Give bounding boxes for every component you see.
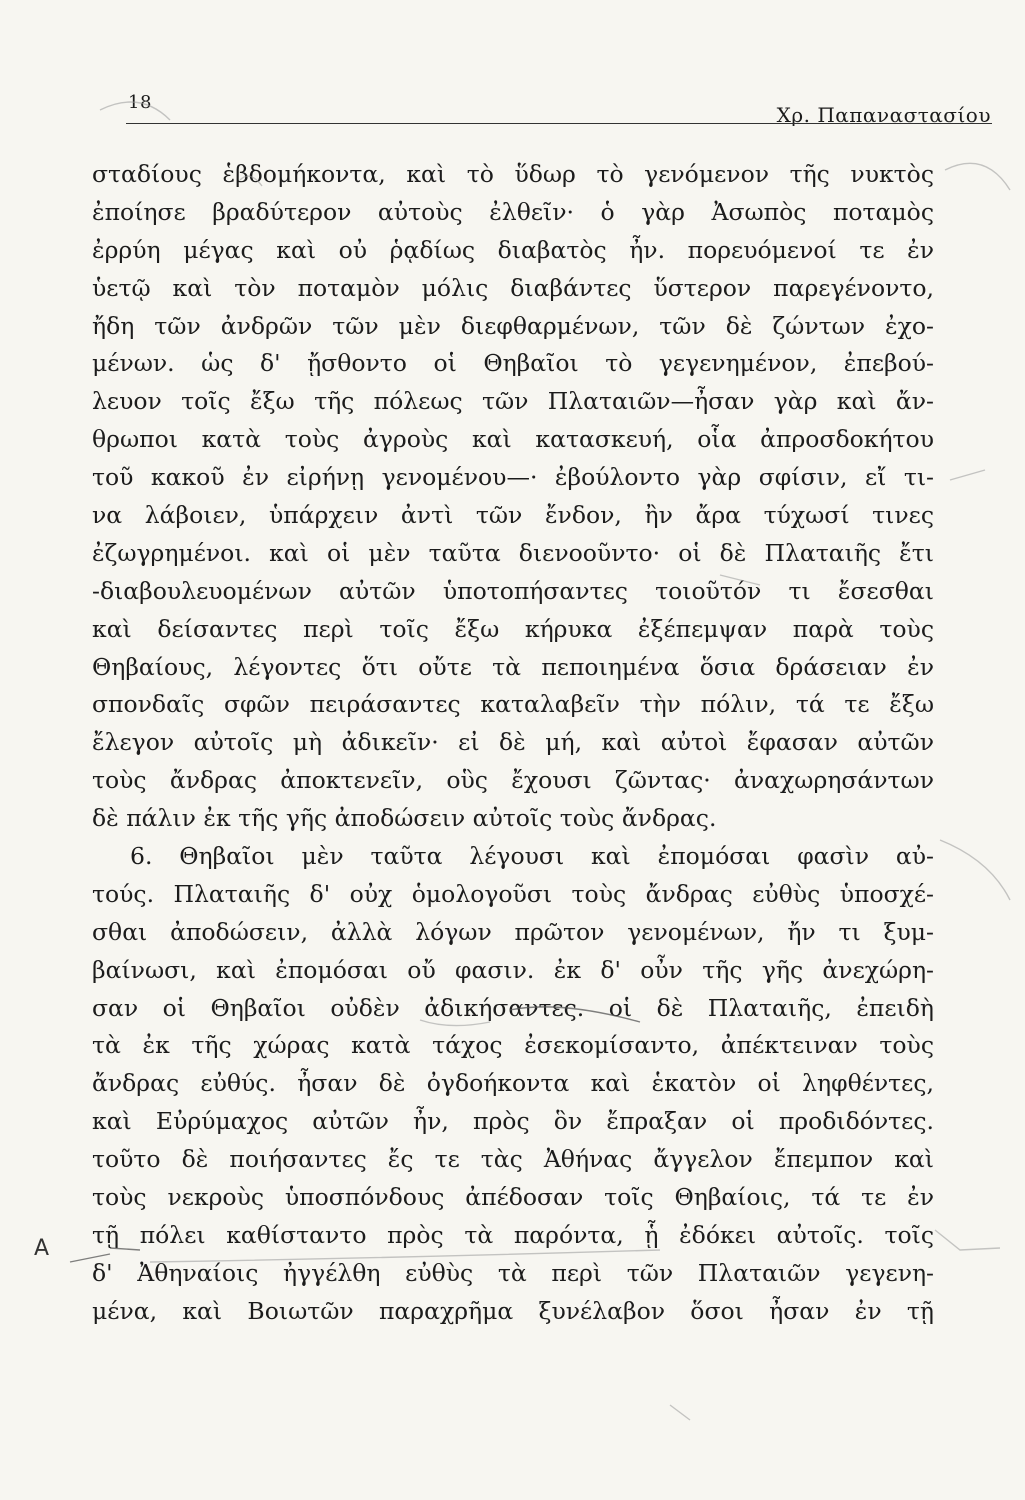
annotation-stroke <box>670 1405 690 1420</box>
section-start-line: 6. Θηβαῖοι μὲν ταῦτα λέγουσι καὶ ἐπομόσαι φασὶν αὐ- <box>130 842 934 871</box>
body-text <box>92 156 934 1331</box>
text-line: ἤδη τῶν ἀνδρῶν τῶν μὲν διεφθαρμένων, τῶν δὲ ζώντων ἐχο- <box>92 311 934 340</box>
text-line: τοῦ κακοῦ ἐν εἰρήνῃ γενομένου—· ἐβούλοντο γὰρ σφίσιν, εἴ τι- <box>92 463 934 492</box>
annotation-stroke <box>945 163 1010 190</box>
text-line: μένα, καὶ Βοιωτῶν παραχρῆμα ξυνέλαβον ὅσοι ἦσαν ἐν τῇ <box>92 1296 934 1325</box>
text-line: τοὺς νεκροὺς ὑποσπόνδους ἀπέδοσαν τοῖς Θηβαίοις, τά τε ἐν <box>92 1183 934 1212</box>
text-line: ἐποίησε βραδύτερον αὐτοὺς ἐλθεῖν· ὁ γὰρ Ἀσωπὸς ποταμὸς <box>92 197 934 226</box>
text-line: ἄνδρας εὐθύς. ἦσαν δὲ ὀγδοήκοντα καὶ ἑκατὸν οἱ ληφθέντες, <box>92 1069 934 1098</box>
header-rule <box>126 123 992 124</box>
page-number: 18 <box>128 92 152 113</box>
text-line: θρωποι κατὰ τοὺς ἀγροὺς καὶ κατασκευή, οἷα ἀπροσδοκήτου <box>92 425 934 454</box>
text-line: σαν οἱ Θηβαῖοι οὐδὲν ἀδικήσαντες. οἱ δὲ Πλαταιῆς, ἐπειδὴ <box>92 993 934 1022</box>
text-line: σπονδαῖς σφῶν πειράσαντες καταλαβεῖν τὴν πόλιν, τά τε ἔξω <box>92 690 934 719</box>
text-line: τῇ πόλει καθίσταντο πρὸς τὰ παρόντα, ᾗ ἐδόκει αὐτοῖς. τοῖς <box>92 1220 934 1249</box>
text-line: σθαι ἀποδώσειν, ἀλλὰ λόγων πρῶτον γενομένων, ἤν τι ξυμ- <box>92 917 934 946</box>
text-line: δὲ πάλιν ἐκ τῆς γῆς ἀποδώσειν αὐτοῖς τοὺς ἄνδρας. <box>92 804 717 833</box>
text-line: βαίνωσι, καὶ ἐπομόσαι οὔ φασιν. ἐκ δ' οὖν τῆς γῆς ἀνεχώρη- <box>92 955 934 984</box>
running-head: Χρ. Παπαναστασίου <box>776 103 991 127</box>
text-line: λευον τοῖς ἔξω τῆς πόλεως τῶν Πλαταιῶν—ἦσαν γὰρ καὶ ἄν- <box>92 387 934 416</box>
text-line: δ' Ἀθηναίοις ἠγγέλθη εὐθὺς τὰ περὶ τῶν Πλαταιῶν γεγενη- <box>92 1258 934 1287</box>
text-line: καὶ Εὐρύμαχος αὐτῶν ἦν, πρὸς ὃν ἔπραξαν οἱ προδιδόντες. <box>92 1107 934 1136</box>
text-line: τοῦτο δὲ ποιήσαντες ἔς τε τὰς Ἀθήνας ἄγγελον ἔπεμπον καὶ <box>92 1145 934 1174</box>
text-line: ἐζωγρημένοι. καὶ οἱ μὲν ταῦτα διενοοῦντο· οἱ δὲ Πλαταιῆς ἔτι <box>92 538 934 567</box>
text-line: τούς. Πλαταιῆς δ' οὐχ ὁμολογοῦσι τοὺς ἄνδρας εὐθὺς ὑποσχέ- <box>92 879 934 908</box>
text-line: ὑετῷ καὶ τὸν ποταμὸν μόλις διαβάντες ὕστερον παρεγένοντο, <box>92 273 934 302</box>
margin-note: A <box>34 1236 50 1261</box>
text-line: -διαβουλευομένων αὐτῶν ὑποτοπήσαντες τοιοῦτόν τι ἔσεσθαι <box>92 576 934 605</box>
annotation-stroke <box>935 1230 1000 1250</box>
annotation-stroke <box>950 470 985 480</box>
text-line: ἔλεγον αὐτοῖς μὴ ἀδικεῖν· εἰ δὲ μή, καὶ αὐτοὶ ἔφασαν αὐτῶν <box>92 728 934 757</box>
text-line: τοὺς ἄνδρας ἀποκτενεῖν, οὓς ἔχουσι ζῶντας· ἀναχωρησάντων <box>92 766 934 795</box>
annotation-stroke <box>940 840 1010 900</box>
text-line: μένων. ὡς δ' ᾔσθοντο οἱ Θηβαῖοι τὸ γεγενημένον, ἐπεβού- <box>92 349 934 378</box>
text-line: καὶ δείσαντες περὶ τοῖς ἔξω κήρυκα ἐξέπεμψαν παρὰ τοὺς <box>92 614 934 643</box>
text-line: ἐρρύη μέγας καὶ οὐ ῥᾳδίως διαβατὸς ἦν. πορευόμενοί τε ἐν <box>92 235 934 264</box>
text-line: σταδίους ἑβδομήκοντα, καὶ τὸ ὕδωρ τὸ γενόμενον τῆς νυκτὸς <box>92 160 934 188</box>
text-line: να λάβοιεν, ὑπάρχειν ἀντὶ τῶν ἔνδον, ἢν ἄρα τύχωσί τινες <box>92 501 934 530</box>
text-line: τὰ ἐκ τῆς χώρας κατὰ τάχος ἐσεκομίσαντο, ἀπέκτειναν τοὺς <box>92 1031 934 1060</box>
text-line: Θηβαίους, λέγοντες ὅτι οὔτε τὰ πεποιημένα ὅσια δράσειαν ἐν <box>92 652 934 681</box>
